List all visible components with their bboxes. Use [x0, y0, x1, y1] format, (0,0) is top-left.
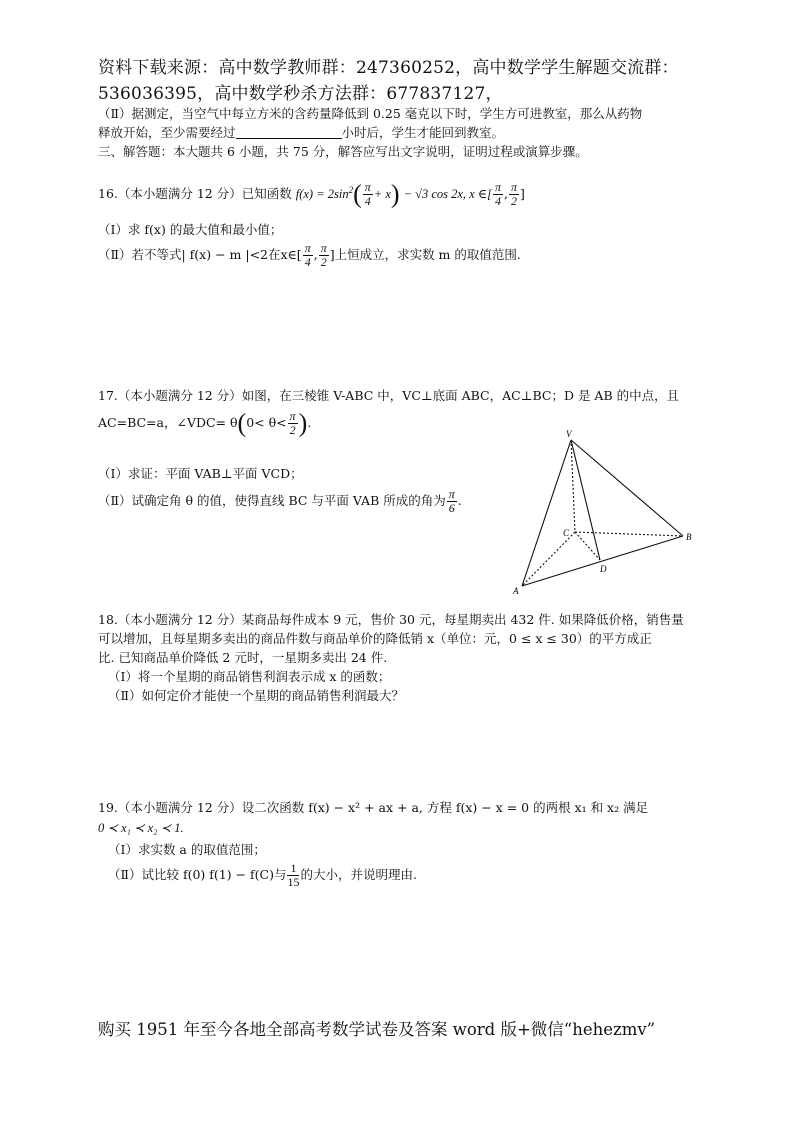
q16-lead: 16.（本小题满分 12 分）已知函数 — [98, 186, 292, 202]
header-line-1: 资料下载来源：高中数学教师群：247360252，高中数学学生解题交流群： — [98, 58, 679, 78]
q16-part2: （Ⅱ）若不等式| f(x) − m |<2在x∈[ $\frac{\pi}{4}$ , $\frac{\pi}{2}$ ]上恒成立，求实数 m 的取值范围. — [98, 241, 521, 269]
q19-part2 — [108, 862, 417, 889]
q17-part1: （Ⅰ）求证：平面 VAB⊥平面 VCD； — [98, 466, 303, 481]
edge-va — [522, 440, 571, 586]
q16-part2-a: （Ⅱ）若不等式| f(x) − m |<2在x∈[ — [98, 247, 302, 262]
label-d: D — [600, 564, 607, 574]
q18-part2: （Ⅱ）如何定价才能使一个星期的商品销售利润最大？ — [108, 688, 404, 703]
q15-part2-line2 — [98, 123, 504, 143]
q16-plus-x: + x — [373, 187, 391, 202]
q19-line2: 0 ≺ x₁ ≺ x₂ ≺ 1. — [98, 821, 184, 835]
q17-line2-a: AC=BC=a，∠VDC= θ — [98, 415, 238, 430]
q16-p2-num1: π — [304, 241, 311, 255]
q18-line3: 比. 已知商品单价降低 2 元时，一星期多卖出 24 件. — [98, 650, 388, 665]
q16-frac-pi-4b — [493, 181, 503, 208]
q17-part2-a: （Ⅱ）试确定角 θ 的值，使得直线 BC 与平面 VAB 所成的角为 — [98, 493, 446, 508]
q16-paren-open: ( — [353, 179, 362, 209]
edge-vb — [571, 440, 683, 536]
q15-text-after-blank: 小时后，学生才能回到教室。 — [341, 125, 505, 140]
q17-part2-end: . — [457, 493, 462, 508]
q16-p2-frac-pi-4 — [303, 242, 313, 269]
q19-line1: 19.（本小题满分 12 分）设二次函数 f(x) − x² + ax + a, 方程 f(x) − x = 0 的两根 x₁ 和 x₂ 满足 — [98, 800, 649, 815]
q16-frac3-num: π — [510, 180, 517, 195]
label-a: A — [513, 586, 519, 596]
q18-part1: （Ⅰ）将一个星期的商品销售利润表示成 x 的函数； — [108, 669, 391, 684]
header-line-2: 536036395，高中数学秒杀方法群：677837127， — [98, 84, 503, 104]
q19-frac-den: 15 — [287, 875, 300, 889]
q16-part2-b: ]上恒成立，求实数 m 的取值范围. — [329, 247, 521, 262]
q16-part1: （Ⅰ）求 f(x) 的最大值和最小值； — [98, 222, 283, 237]
q16-p2-frac-pi-2 — [319, 242, 329, 269]
q17-frac-pi-6 — [447, 488, 457, 515]
q17-paren-open: ( — [237, 408, 247, 438]
q17-frac-den: 2 — [289, 423, 296, 437]
q17-frac-pi-2 — [288, 410, 298, 437]
q16-p2-den2: 2 — [320, 255, 327, 269]
q17-frac-num: π — [289, 409, 296, 423]
edge-cb-hidden — [575, 532, 683, 536]
label-c: C — [563, 528, 570, 538]
q16-statement: 16.（本小题满分 12 分）已知函数 $f(x) = 2\sin^2$( $\frac{\pi}{4}$ + x) − √3 cos 2x, x ∈[ $\frac{\pi}{4}$ , $\frac{\pi}{2}$ ] — [98, 179, 525, 209]
q16-f-lhs: f(x) = 2sin — [295, 187, 349, 202]
q16-frac2-num: π — [494, 180, 501, 195]
q16-frac-pi-4 — [363, 181, 373, 208]
q18-line1: 18.（本小题满分 12 分）某商品每件成本 9 元，售价 30 元，每星期卖出 432 件. 如果降低价格，销售量 — [98, 612, 684, 627]
footer-text: 购买 1951 年至今各地全部高考数学试卷及答案 word 版+微信“hehezmv” — [98, 1020, 656, 1039]
q19-part2-b: 的大小，并说明理由. — [300, 867, 417, 882]
q17-paren-close: ) — [298, 408, 308, 438]
q15-part2-line1: （Ⅱ）据测定，当空气中每立方米的含药量降低到 0.25 毫克以下时，学生方可进教室，那么从药物 — [98, 106, 643, 121]
q19-part1: （Ⅰ）求实数 a 的取值范围； — [108, 842, 266, 857]
q16-frac-num: π — [364, 180, 371, 195]
q16-frac-pi-2 — [509, 181, 519, 208]
edge-vd — [571, 440, 600, 560]
q16-frac-den: 4 — [364, 194, 371, 209]
q17-line2-b: 0< θ< — [246, 415, 287, 430]
answer-blank — [236, 124, 342, 139]
q17-p2-num: π — [448, 487, 455, 501]
q19-frac-1-15 — [287, 862, 299, 889]
q19-frac-num: 1 — [287, 862, 299, 876]
q17-line2 — [98, 410, 311, 437]
q16-frac2-den: 4 — [494, 194, 501, 209]
q16-paren-close: ) — [390, 179, 400, 209]
q16-sup2: 2 — [348, 185, 354, 195]
q16-mid: − √3 cos 2x, x ∈[ — [403, 187, 492, 202]
q17-line2-end: . — [307, 415, 312, 430]
q16-p2-den1: 4 — [304, 255, 311, 269]
tetrahedron-figure — [505, 428, 705, 598]
q16-frac3-den: 2 — [510, 194, 517, 209]
q17-part2 — [98, 488, 462, 515]
q17-line1: 17.（本小题满分 12 分）如图，在三棱锥 V-ABC 中，VC⊥底面 ABC，AC⊥BC；D 是 AB 的中点，且 — [98, 388, 680, 403]
q18-line2: 可以增加，且每星期多卖出的商品件数与商品单价的降低销 x（单位：元，0 ≤ x ≤ 30）的平方成正 — [98, 631, 652, 646]
q19-part2-a: （Ⅱ）试比较 f(0) f(1) − f(C)与 — [108, 867, 287, 882]
section-3-heading: 三、解答题：本大题共 6 小题，共 75 分，解答应写出文字说明，证明过程或演算步骤。 — [98, 144, 588, 159]
label-v: V — [566, 429, 572, 439]
q15-text-before-blank: 释放开始，至少需要经过 — [98, 125, 236, 140]
q16-p2-num2: π — [320, 241, 327, 255]
label-b: B — [686, 532, 692, 542]
q16-close: ] — [519, 186, 525, 202]
q17-p2-den: 6 — [448, 501, 455, 515]
